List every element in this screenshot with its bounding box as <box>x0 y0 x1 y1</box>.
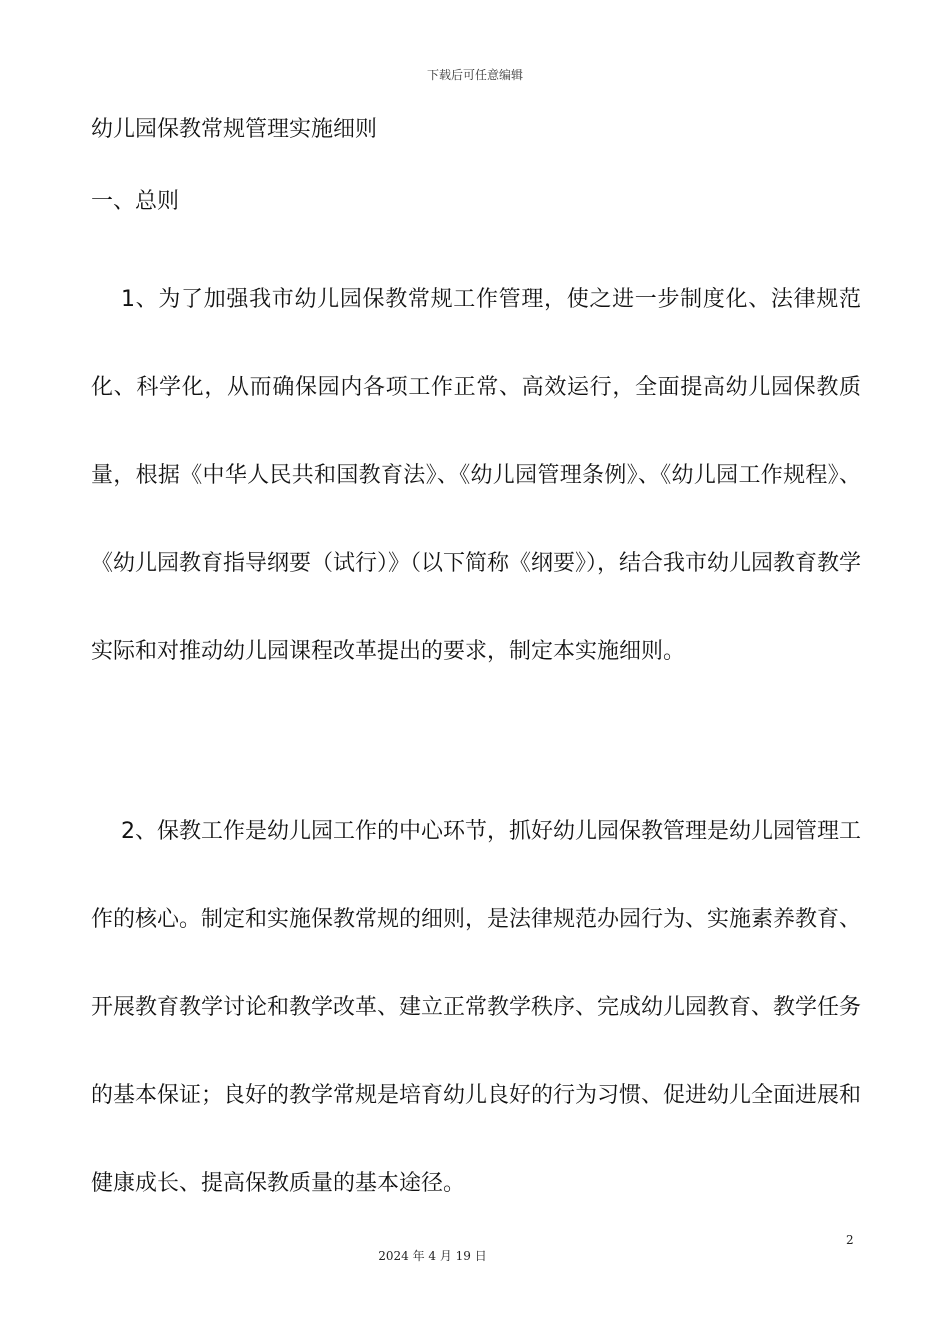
paragraph-2: 2、保教工作是幼儿园工作的中心环节，抓好幼儿园保教管理是幼儿园管理工作的核心。制定和实施保教常规的细则，是法律规范办园行为、实施素养教育、开展教育教学讨论和教学改革、建立正常教学秩序、完成幼儿园教育、教学任务的基本保证；良好的教学常规是培育幼儿良好的行为习惯、促进幼儿全面进展和健康成长、提高保教质量的基本途径。 <box>91 819 862 1196</box>
section-heading: 一、总则 <box>91 189 180 214</box>
page-header: 下载后可任意编辑 <box>426 68 523 82</box>
page-number: 2 <box>846 1233 854 1247</box>
footer-date: 2024 年 4 月 19 日 <box>378 1249 487 1263</box>
paragraph-1: 1、为了加强我市幼儿园保教常规工作管理，使之进一步制度化、法律规范化、科学化，从而确保园内各项工作正常、高效运行，全面提高幼儿园保教质量，根据《中华人民共和国教育法》、《幼儿园管理条例》、《幼儿园工作规程》、《幼儿园教育指导纲要（试行）》（以下简称《纲要》），结合我市幼儿园教育教学实际和对推动幼儿园课程改革提出的要求，制定本实施细则。 <box>91 287 862 664</box>
document-title: 幼儿园保教常规管理实施细则 <box>91 117 378 142</box>
